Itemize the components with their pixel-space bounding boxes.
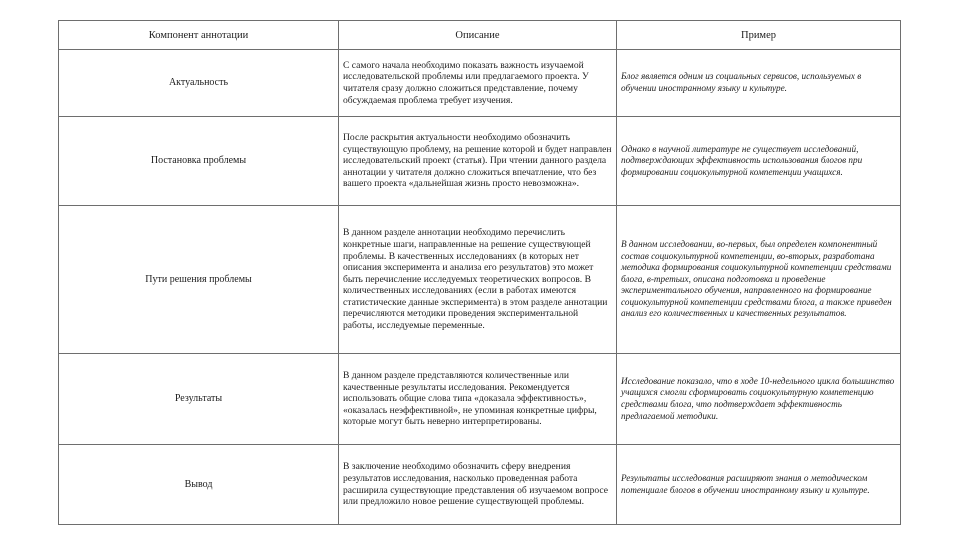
component-cell: Вывод — [59, 445, 339, 525]
table-row — [59, 354, 901, 445]
table-row — [59, 206, 901, 354]
component-cell: Пути решения проблемы — [59, 206, 339, 354]
component-cell: Актуальность — [59, 50, 339, 117]
description-cell: С самого начала необходимо показать важность изучаемой исследовательской проблемы или предлагаемого проекта. У читателя сразу должно сложиться представление, почему обсуждаемая проблема требует изучения. — [339, 50, 617, 117]
description-cell: После раскрытия актуальности необходимо обозначить существующую проблему, на решение которой и будет направлен исследовательский проект (статья). При чтении данного раздела аннотации у читателя должно сложиться впечатление, что без вашего проекта «дальнейшая жизнь просто невозможна». — [339, 117, 617, 206]
example-cell: Исследование показало, что в ходе 10-недельного цикла большинство учащихся смогли сформировать социокультурную компетенцию средствами блога, что подтверждает эффективность предлагаемой методики. — [617, 354, 901, 445]
header-example: Пример — [617, 21, 901, 50]
example-cell: Однако в научной литературе не существует исследований, подтверждающих эффективность использования блогов при формировании социокультурной компетенции учащихся. — [617, 117, 901, 206]
header-description: Описание — [339, 21, 617, 50]
table-row — [59, 117, 901, 206]
table-row — [59, 50, 901, 117]
example-cell: Блог является одним из социальных сервисов, используемых в обучении иностранному языку и культуре. — [617, 50, 901, 117]
table-row — [59, 445, 901, 525]
description-cell: В заключение необходимо обозначить сферу внедрения результатов исследования, насколько проведенная работа расширила существующие представления об изучаемом вопросе или предложило новое решение существующей проблемы. — [339, 445, 617, 525]
header-component: Компонент аннотации — [59, 21, 339, 50]
example-cell: Результаты исследования расширяют знания о методическом потенциале блогов в обучении иностранному языку и культуре. — [617, 445, 901, 525]
example-cell: В данном исследовании, во-первых, был определен компонентный состав социокультурной компетенции, во-вторых, разработана методика формирования социокультурной компетенции средствами блога, в-третьих, описана подготовка и проведение экспериментального обучения, направленного на формирование социокультурной компетенции средствами блога, а также приведен анализ его количественных и качественных результатов. — [617, 206, 901, 354]
description-cell: В данном разделе аннотации необходимо перечислить конкретные шаги, направленные на решение существующей проблемы. В качественных исследованиях (в которых нет описания эксперимента и анализа его результатов) это может быть перечисление исследуемых теоретических вопросов. В количественных исследованиях (если в работах имеются статистические данные эксперимента) в этом разделе аннотации перечисляются методики проведения экспериментальной работы, исследуемые переменные. — [339, 206, 617, 354]
table-header-row — [59, 21, 901, 50]
annotation-table — [58, 20, 901, 525]
component-cell: Постановка проблемы — [59, 117, 339, 206]
description-cell: В данном разделе представляются количественные или качественные результаты исследования. Рекомендуется использовать общие слова типа «доказала эффективность», «оказалась неэффективной», не упоминая конкретные цифры, которые могут быть неверно интерпретированы. — [339, 354, 617, 445]
component-cell: Результаты — [59, 354, 339, 445]
